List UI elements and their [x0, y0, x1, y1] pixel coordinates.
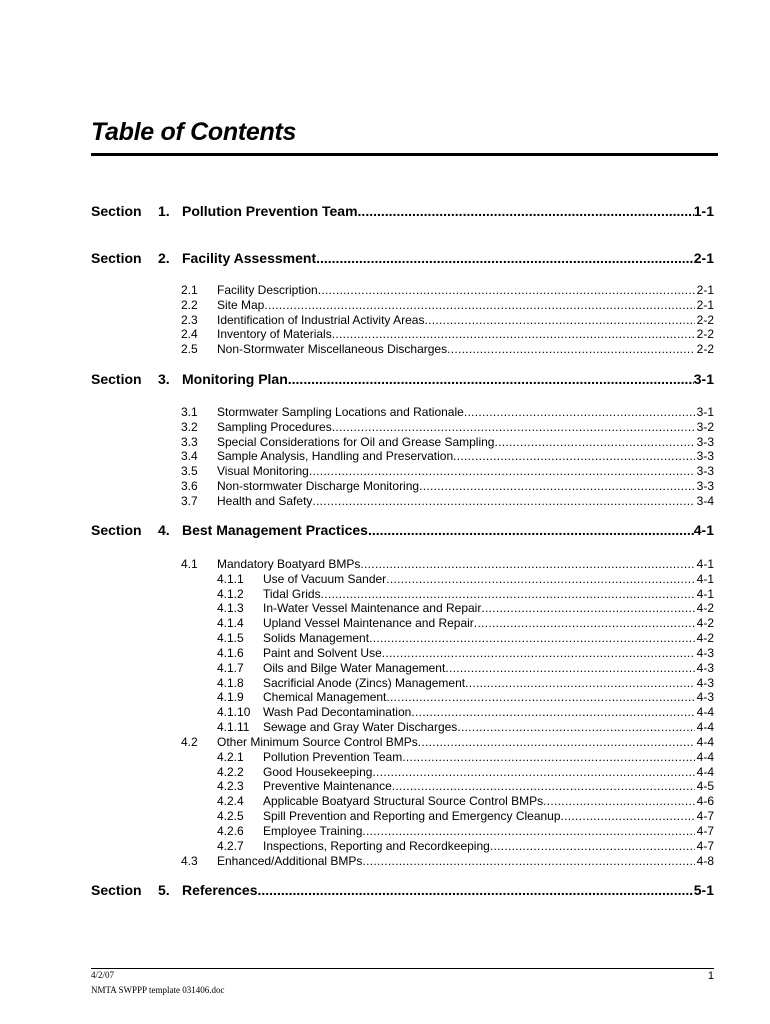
entry-title: Site Map [217, 297, 265, 312]
toc-entry[interactable] [181, 705, 714, 720]
dot-leader [332, 420, 695, 435]
entry-indent [181, 587, 217, 602]
entry-indent [181, 824, 217, 839]
entry-page: 3-3 [696, 464, 714, 479]
entry-number: 2.2 [181, 297, 198, 312]
dot-leader [424, 313, 694, 328]
entry-page: 4-1 [696, 571, 714, 586]
entry-page: 4-4 [696, 734, 714, 749]
entry-indent [181, 765, 217, 780]
entry-title: Pollution Prevention Team [263, 749, 403, 764]
dot-leader [382, 646, 695, 661]
entry-indent [181, 631, 217, 646]
toc-entry[interactable] [181, 479, 714, 494]
entry-number: 3.7 [181, 493, 198, 508]
entry-indent [181, 616, 217, 631]
entry-page: 4-3 [696, 660, 714, 675]
entry-title: Sewage and Gray Water Discharges [263, 720, 458, 735]
section-title: Monitoring Plan [182, 371, 288, 387]
dot-leader [362, 854, 694, 869]
section-title: Pollution Prevention Team [182, 203, 358, 219]
entry-indent [181, 809, 217, 824]
entry-page: 3-2 [696, 419, 714, 434]
entry-title: Tidal Grids [263, 586, 321, 601]
toc-entry[interactable] [181, 616, 714, 631]
footer-rule [91, 968, 714, 969]
entry-page: 4-7 [696, 823, 714, 838]
entry-number: 2.3 [181, 312, 198, 327]
entry-indent [181, 572, 217, 587]
section-number: 5. [158, 882, 170, 898]
entry-number: 2.4 [181, 327, 198, 342]
entry-page: 3-4 [696, 493, 714, 508]
entry-number: 4.1 [181, 557, 198, 571]
entry-number: 4.2.6 [217, 823, 244, 838]
entry-indent [181, 750, 217, 765]
section-page: 2-1 [693, 250, 714, 266]
section-label: Section [91, 371, 142, 387]
section-number: 2. [158, 250, 170, 266]
entry-page: 3-1 [696, 405, 714, 419]
dot-leader [464, 405, 695, 420]
dot-leader [360, 557, 694, 572]
section-page: 3-1 [693, 371, 714, 387]
dot-leader [369, 631, 695, 646]
toc-entry[interactable] [181, 750, 714, 765]
entry-page: 4-7 [696, 838, 714, 853]
entry-title: Non-stormwater Discharge Monitoring [217, 479, 420, 494]
entry-title: In-Water Vessel Maintenance and Repair [263, 601, 482, 616]
entry-number: 4.2.4 [217, 794, 244, 809]
dot-leader [447, 342, 695, 357]
section-label: Section [91, 203, 142, 219]
entry-number: 4.1.8 [217, 675, 244, 690]
toc-entry[interactable] [181, 794, 714, 809]
dot-leader [312, 494, 694, 509]
entry-page: 4-2 [696, 616, 714, 631]
dot-leader [494, 435, 694, 450]
entry-indent [181, 839, 217, 854]
toc-entry[interactable] [181, 824, 714, 839]
dot-leader [372, 765, 694, 780]
entry-page: 4-4 [696, 705, 714, 720]
entry-indent [181, 705, 217, 720]
entry-number: 4.1.7 [217, 660, 244, 675]
toc-entry[interactable] [181, 587, 714, 602]
toc-subsection-list [181, 557, 714, 868]
dot-leader [332, 327, 695, 342]
entry-page: 2-1 [696, 283, 714, 297]
entry-page: 4-4 [696, 720, 714, 735]
entry-number: 2.5 [181, 342, 198, 357]
entry-title: Visual Monitoring [217, 464, 309, 479]
toc-entry[interactable] [181, 661, 714, 676]
dot-leader [258, 882, 694, 898]
entry-page: 4-1 [696, 557, 714, 571]
entry-title: Identification of Industrial Activity Areas [217, 312, 425, 327]
entry-indent [181, 676, 217, 691]
entry-title: Inventory of Materials [217, 327, 332, 342]
dot-leader [368, 522, 694, 538]
entry-number: 4.1.6 [217, 645, 244, 660]
dot-leader [490, 839, 695, 854]
entry-title: Mandatory Boatyard BMPs [217, 557, 361, 571]
entry-number: 4.2.3 [217, 779, 244, 794]
toc-entry[interactable] [181, 572, 714, 587]
entry-number: 4.1.5 [217, 631, 244, 646]
toc-entry[interactable] [181, 405, 714, 420]
section-title: Best Management Practices [182, 522, 368, 538]
dot-leader [264, 298, 694, 313]
entry-page: 4-4 [696, 764, 714, 779]
entry-number: 4.3 [181, 853, 198, 868]
toc-entry[interactable] [181, 690, 714, 705]
dot-leader [288, 371, 694, 387]
entry-title: Sacrificial Anode (Zincs) Management [263, 675, 466, 690]
entry-number: 3.1 [181, 405, 198, 419]
page-title: Table of Contents [91, 118, 297, 146]
toc-entry[interactable] [181, 342, 714, 357]
toc-entry[interactable] [181, 631, 714, 646]
toc-subsection-list [181, 283, 714, 357]
toc-entry[interactable] [181, 283, 714, 298]
toc-section-2[interactable] [91, 250, 714, 270]
dot-leader [386, 690, 694, 705]
entry-number: 4.1.10 [217, 705, 251, 720]
entry-title: Applicable Boatyard Structural Source Control BMPs [263, 794, 544, 809]
section-label: Section [91, 882, 142, 898]
entry-number: 4.2.1 [217, 749, 244, 764]
entry-number: 3.4 [181, 449, 198, 464]
entry-number: 4.2.7 [217, 838, 244, 853]
toc-entry[interactable] [181, 449, 714, 464]
entry-title: Non-Stormwater Miscellaneous Discharges [217, 342, 448, 357]
entry-title: Special Considerations for Oil and Grease Sampling [217, 434, 495, 449]
entry-title: Health and Safety [217, 493, 313, 508]
entry-page: 2-1 [696, 297, 714, 312]
entry-title: Solids Management [263, 631, 370, 646]
section-label: Section [91, 250, 142, 266]
toc-entry[interactable] [181, 464, 714, 479]
entry-indent [181, 794, 217, 809]
entry-title: Chemical Management [263, 690, 387, 705]
entry-number: 2.1 [181, 283, 198, 297]
entry-indent [181, 601, 217, 616]
entry-number: 3.3 [181, 434, 198, 449]
entry-title: Upland Vessel Maintenance and Repair [263, 616, 474, 631]
entry-page: 2-2 [696, 342, 714, 357]
toc-entry[interactable] [181, 601, 714, 616]
entry-title: Paint and Solvent Use [263, 645, 382, 660]
entry-number: 4.2.5 [217, 809, 244, 824]
footer-filename: NMTA SWPPP template 031406.doc [91, 985, 225, 995]
toc-entry[interactable] [181, 735, 714, 750]
toc-section-3[interactable] [91, 371, 714, 391]
entry-number: 4.2 [181, 734, 198, 749]
toc-entry[interactable] [181, 435, 714, 450]
dot-leader [543, 794, 695, 809]
entry-title: Wash Pad Decontamination [263, 705, 412, 720]
entry-page: 4-5 [696, 779, 714, 794]
entry-page: 3-3 [696, 479, 714, 494]
entry-page: 4-7 [696, 809, 714, 824]
entry-number: 4.1.11 [217, 720, 250, 735]
entry-title: Oils and Bilge Water Management [263, 660, 446, 675]
toc-section-4[interactable] [91, 522, 714, 542]
toc-section-1[interactable] [91, 203, 714, 223]
dot-leader [386, 572, 694, 587]
entry-title: Preventive Maintenance [263, 779, 392, 794]
entry-number: 3.6 [181, 479, 198, 494]
title-rule [91, 153, 718, 156]
entry-page: 4-3 [696, 645, 714, 660]
toc-entry[interactable] [181, 839, 714, 854]
dot-leader [457, 720, 694, 735]
dot-leader [392, 779, 695, 794]
toc-entry[interactable] [181, 494, 714, 509]
entry-indent [181, 646, 217, 661]
section-number: 3. [158, 371, 170, 387]
section-title: Facility Assessment [182, 250, 317, 266]
entry-title: Good Housekeeping [263, 764, 373, 779]
entry-number: 3.2 [181, 419, 198, 434]
dot-leader [481, 601, 694, 616]
dot-leader [445, 661, 694, 676]
toc-entry[interactable] [181, 298, 714, 313]
entry-number: 4.1.3 [217, 601, 244, 616]
toc-entry[interactable] [181, 809, 714, 824]
section-title: References [182, 882, 258, 898]
dot-leader [453, 449, 695, 464]
section-page: 1-1 [693, 203, 714, 219]
entry-indent [181, 690, 217, 705]
dot-leader [419, 479, 695, 494]
section-number: 1. [158, 203, 170, 219]
entry-title: Facility Description [217, 283, 318, 297]
section-number: 4. [158, 522, 170, 538]
toc-entry[interactable] [181, 676, 714, 691]
dot-leader [309, 464, 695, 479]
toc-entry[interactable] [181, 327, 714, 342]
dot-leader [561, 809, 695, 824]
dot-leader [402, 750, 694, 765]
section-page: 4-1 [693, 522, 714, 538]
toc-entry[interactable] [181, 557, 714, 572]
toc-entry[interactable] [181, 646, 714, 661]
entry-indent [181, 720, 217, 735]
section-label: Section [91, 522, 142, 538]
entry-page: 3-3 [696, 434, 714, 449]
toc-subsection-list [181, 405, 714, 509]
toc-entry[interactable] [181, 854, 714, 869]
dot-leader [316, 250, 694, 266]
toc-entry[interactable] [181, 420, 714, 435]
entry-page: 4-3 [696, 675, 714, 690]
toc-entry[interactable] [181, 313, 714, 328]
entry-number: 4.2.2 [217, 764, 244, 779]
dot-leader [321, 587, 695, 602]
entry-title: Stormwater Sampling Locations and Rationale [217, 405, 464, 419]
entry-number: 4.1.2 [217, 586, 244, 601]
entry-page: 4-2 [696, 631, 714, 646]
entry-page: 4-8 [696, 853, 714, 868]
entry-number: 4.1.4 [217, 616, 244, 631]
entry-page: 3-3 [696, 449, 714, 464]
section-page: 5-1 [693, 882, 714, 898]
entry-title: Spill Prevention and Reporting and Emergency Cleanup [263, 809, 561, 824]
entry-number: 4.1.1 [217, 571, 244, 586]
entry-title: Sampling Procedures [217, 419, 332, 434]
entry-number: 4.1.9 [217, 690, 244, 705]
entry-page: 2-2 [696, 327, 714, 342]
toc-entry[interactable] [181, 779, 714, 794]
dot-leader [318, 283, 695, 298]
entry-title: Enhanced/Additional BMPs [217, 853, 363, 868]
entry-page: 2-2 [696, 312, 714, 327]
toc-entry[interactable] [181, 765, 714, 780]
entry-title: Other Minimum Source Control BMPs [217, 734, 418, 749]
entry-indent [181, 661, 217, 676]
entry-number: 3.5 [181, 464, 198, 479]
entry-title: Sample Analysis, Handling and Preservation [217, 449, 454, 464]
dot-leader [474, 616, 695, 631]
dot-leader [358, 203, 694, 219]
entry-page: 4-3 [696, 690, 714, 705]
dot-leader [418, 735, 695, 750]
dot-leader [411, 705, 694, 720]
entry-page: 4-1 [696, 586, 714, 601]
toc-section-5[interactable] [91, 882, 714, 902]
entry-page: 4-6 [696, 794, 714, 809]
entry-indent [181, 779, 217, 794]
entry-page: 4-4 [696, 749, 714, 764]
entry-page: 4-2 [696, 601, 714, 616]
footer-date: 4/2/07 [91, 970, 115, 980]
toc-entry[interactable] [181, 720, 714, 735]
entry-title: Inspections, Reporting and Recordkeeping [263, 838, 490, 853]
dot-leader [465, 676, 695, 691]
entry-title: Employee Training [263, 823, 363, 838]
dot-leader [362, 824, 694, 839]
entry-title: Use of Vacuum Sander [263, 571, 387, 586]
footer-page-number: 1 [707, 970, 714, 982]
